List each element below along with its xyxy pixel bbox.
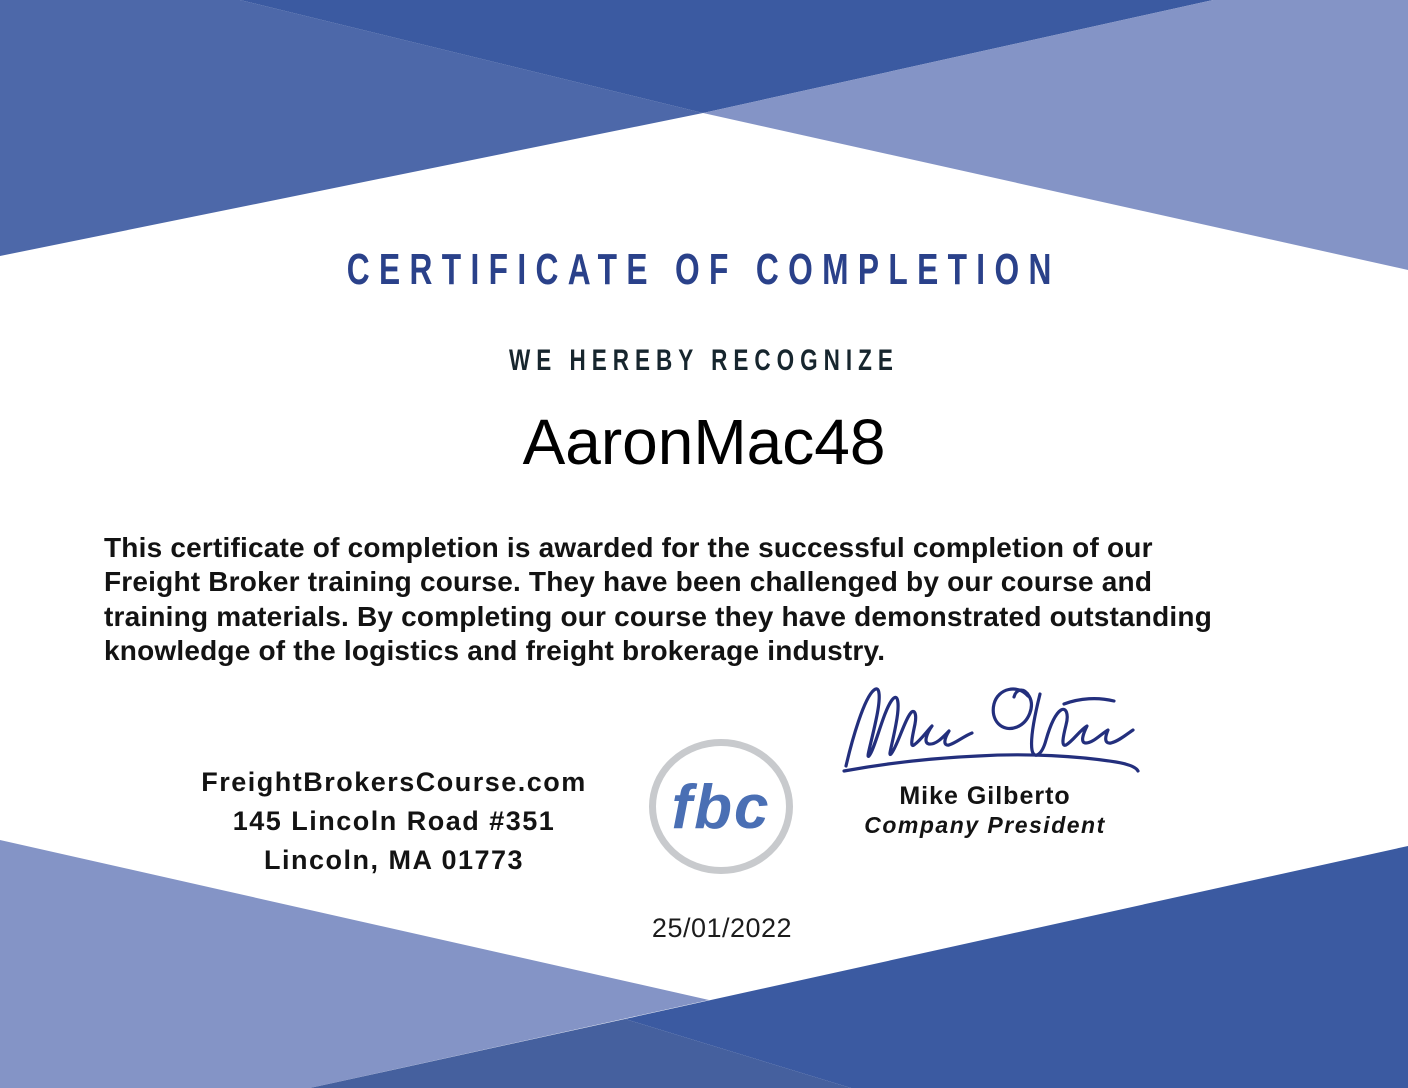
organization-address-line1: 145 Lincoln Road #351	[232, 806, 556, 836]
signature-image	[828, 676, 1158, 784]
signer-name: Mike Gilberto	[899, 782, 1071, 810]
body-line: Freight Broker training course. They have been challenged by our course and	[104, 566, 1153, 598]
certificate-title-text: CERTIFICATE OF COMPLETION	[347, 245, 1061, 294]
body-line: training materials. By completing our course they have demonstrated outstanding	[104, 600, 1213, 632]
organization-address-line2: Lincoln, MA 01773	[263, 845, 525, 875]
fbc-logo	[645, 735, 805, 883]
issue-date: 25/01/2022	[651, 913, 793, 943]
organization-website: FreightBrokersCourse.com	[201, 767, 587, 797]
signature-scribble	[846, 689, 972, 766]
body-line: knowledge of the logistics and freight brokerage industry.	[104, 634, 886, 666]
fbc-logo-text: fbc	[671, 773, 771, 842]
certificate-body	[104, 531, 1212, 668]
organization-block	[194, 763, 594, 880]
certificate-title	[0, 245, 1408, 294]
recognize-line	[0, 346, 1408, 376]
signer-title: Company President	[864, 812, 1106, 838]
recognize-line-text: WE HEREBY RECOGNIZE	[509, 344, 899, 377]
body-line: This certificate of completion is awarded for the successful completion of our	[104, 532, 1153, 563]
recipient-name: AaronMac48	[522, 406, 886, 478]
